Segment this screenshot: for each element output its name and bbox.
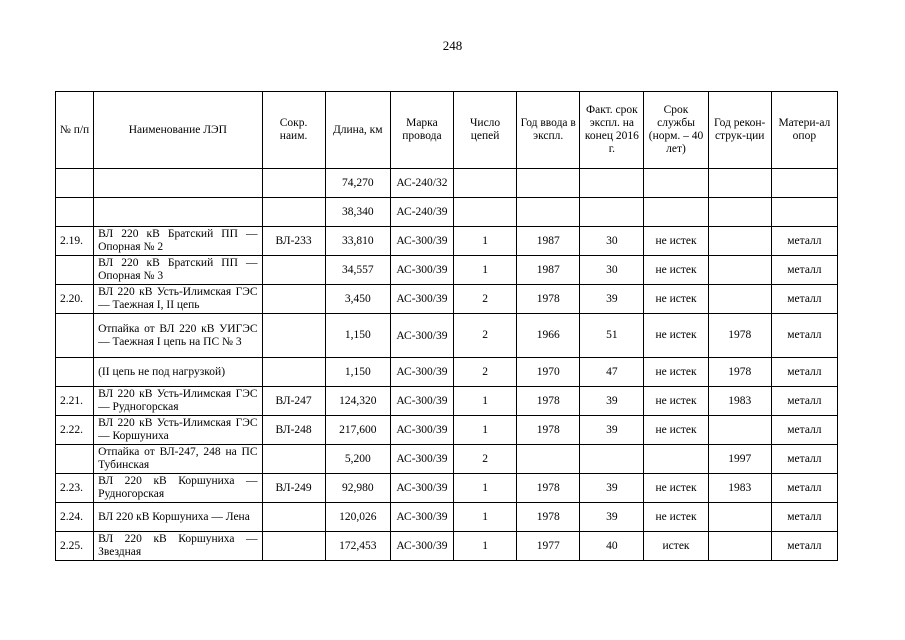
actual-service-years: 39: [580, 387, 644, 416]
row-number: 2.21.: [56, 387, 94, 416]
length-km: 217,600: [325, 416, 390, 445]
table-row: [56, 198, 838, 227]
actual-service-years: 47: [580, 358, 644, 387]
wire-grade: АС-300/39: [390, 256, 453, 285]
row-number: 2.24.: [56, 503, 94, 532]
length-km: 33,810: [325, 227, 390, 256]
line-name: ВЛ 220 кВ Братский ПП — Опорная № 2: [94, 227, 262, 256]
support-material: металл: [771, 285, 837, 314]
line-name: ВЛ 220 кВ Коршуниха — Рудногорская: [94, 474, 262, 503]
actual-service-years: 30: [580, 227, 644, 256]
year-commissioned: 1970: [517, 358, 580, 387]
table-header-row: [56, 92, 838, 169]
support-material: металл: [771, 314, 837, 358]
table-row: [56, 416, 838, 445]
support-material: металл: [771, 387, 837, 416]
table-row: [56, 256, 838, 285]
wire-grade: АС-300/39: [390, 474, 453, 503]
reconstruction-year: [708, 503, 771, 532]
short-name: [262, 503, 325, 532]
actual-service-years: [580, 198, 644, 227]
short-name: [262, 198, 325, 227]
service-life-status: не истек: [644, 474, 708, 503]
short-name: ВЛ-247: [262, 387, 325, 416]
reconstruction-year: 1978: [708, 314, 771, 358]
circuit-count: [453, 169, 516, 198]
line-name: ВЛ 220 кВ Братский ПП — Опорная № 3: [94, 256, 262, 285]
wire-grade: АС-300/39: [390, 227, 453, 256]
line-name: ВЛ 220 кВ Коршуниха — Лена: [94, 503, 262, 532]
short-name: ВЛ-233: [262, 227, 325, 256]
line-name: Отпайка от ВЛ 220 кВ УИГЭС — Таежная I цепь на ПС № 3: [94, 314, 262, 358]
length-km: 74,270: [325, 169, 390, 198]
wire-grade: АС-240/39: [390, 198, 453, 227]
row-number: [56, 198, 94, 227]
reconstruction-year: [708, 532, 771, 561]
row-number: [56, 358, 94, 387]
header-service-life: Срок службы (норм. – 40 лет): [644, 92, 708, 169]
table-row: [56, 358, 838, 387]
table-row: [56, 445, 838, 474]
length-km: 34,557: [325, 256, 390, 285]
actual-service-years: 39: [580, 474, 644, 503]
header-year-commissioned: Год ввода в экспл.: [517, 92, 580, 169]
row-number: [56, 445, 94, 474]
short-name: [262, 314, 325, 358]
support-material: [771, 169, 837, 198]
actual-service-years: 40: [580, 532, 644, 561]
service-life-status: [644, 198, 708, 227]
support-material: металл: [771, 532, 837, 561]
short-name: [262, 256, 325, 285]
wire-grade: АС-300/39: [390, 445, 453, 474]
wire-grade: АС-300/39: [390, 285, 453, 314]
circuit-count: 1: [453, 387, 516, 416]
actual-service-years: 30: [580, 256, 644, 285]
header-support-material: Матери-ал опор: [771, 92, 837, 169]
short-name: ВЛ-248: [262, 416, 325, 445]
service-life-status: не истек: [644, 285, 708, 314]
actual-service-years: [580, 169, 644, 198]
line-name: [94, 198, 262, 227]
length-km: 3,450: [325, 285, 390, 314]
year-commissioned: 1987: [517, 227, 580, 256]
header-actual-service: Факт. срок экспл. на конец 2016 г.: [580, 92, 644, 169]
header-wire-grade: Марка провода: [390, 92, 453, 169]
length-km: 1,150: [325, 358, 390, 387]
year-commissioned: 1978: [517, 416, 580, 445]
length-km: 38,340: [325, 198, 390, 227]
actual-service-years: 39: [580, 416, 644, 445]
year-commissioned: 1977: [517, 532, 580, 561]
short-name: ВЛ-249: [262, 474, 325, 503]
service-life-status: не истек: [644, 503, 708, 532]
year-commissioned: 1978: [517, 285, 580, 314]
length-km: 1,150: [325, 314, 390, 358]
short-name: [262, 532, 325, 561]
line-name: ВЛ 220 кВ Усть-Илимская ГЭС — Таежная I, II цепь: [94, 285, 262, 314]
row-number: 2.20.: [56, 285, 94, 314]
line-name: ВЛ 220 кВ Усть-Илимская ГЭС — Рудногорская: [94, 387, 262, 416]
wire-grade: АС-300/39: [390, 387, 453, 416]
reconstruction-year: [708, 227, 771, 256]
circuit-count: 2: [453, 285, 516, 314]
service-life-status: не истек: [644, 387, 708, 416]
reconstruction-year: [708, 256, 771, 285]
reconstruction-year: 1997: [708, 445, 771, 474]
length-km: 172,453: [325, 532, 390, 561]
service-life-status: [644, 169, 708, 198]
short-name: [262, 445, 325, 474]
reconstruction-year: 1983: [708, 387, 771, 416]
circuit-count: 1: [453, 503, 516, 532]
support-material: металл: [771, 474, 837, 503]
line-name: (II цепь не под нагрузкой): [94, 358, 262, 387]
table-row: [56, 474, 838, 503]
wire-grade: АС-300/39: [390, 314, 453, 358]
table-row: [56, 314, 838, 358]
service-life-status: не истек: [644, 314, 708, 358]
header-name: Наименование ЛЭП: [94, 92, 262, 169]
table-row: [56, 227, 838, 256]
support-material: металл: [771, 227, 837, 256]
year-commissioned: 1987: [517, 256, 580, 285]
line-name: ВЛ 220 кВ Усть-Илимская ГЭС — Коршуниха: [94, 416, 262, 445]
header-num: № п/п: [56, 92, 94, 169]
power-lines-table: [55, 91, 838, 561]
support-material: металл: [771, 445, 837, 474]
length-km: 5,200: [325, 445, 390, 474]
line-name: Отпайка от ВЛ-247, 248 на ПС Тубинская: [94, 445, 262, 474]
row-number: [56, 314, 94, 358]
support-material: металл: [771, 256, 837, 285]
table-row: [56, 532, 838, 561]
length-km: 92,980: [325, 474, 390, 503]
circuit-count: 1: [453, 416, 516, 445]
support-material: металл: [771, 358, 837, 387]
year-commissioned: 1978: [517, 503, 580, 532]
year-commissioned: [517, 445, 580, 474]
circuit-count: 1: [453, 256, 516, 285]
actual-service-years: 39: [580, 285, 644, 314]
line-name: ВЛ 220 кВ Коршуниха — Звездная: [94, 532, 262, 561]
table-row: [56, 387, 838, 416]
short-name: [262, 358, 325, 387]
reconstruction-year: 1983: [708, 474, 771, 503]
wire-grade: АС-240/32: [390, 169, 453, 198]
header-circuits: Число цепей: [453, 92, 516, 169]
service-life-status: не истек: [644, 358, 708, 387]
year-commissioned: 1966: [517, 314, 580, 358]
year-commissioned: 1978: [517, 387, 580, 416]
wire-grade: АС-300/39: [390, 358, 453, 387]
header-reconstruction-year: Год рекон-струк-ции: [708, 92, 771, 169]
reconstruction-year: [708, 416, 771, 445]
short-name: [262, 285, 325, 314]
circuit-count: 1: [453, 227, 516, 256]
actual-service-years: 51: [580, 314, 644, 358]
wire-grade: АС-300/39: [390, 532, 453, 561]
table-row: [56, 169, 838, 198]
year-commissioned: 1978: [517, 474, 580, 503]
reconstruction-year: 1978: [708, 358, 771, 387]
circuit-count: [453, 198, 516, 227]
service-life-status: не истек: [644, 256, 708, 285]
service-life-status: не истек: [644, 416, 708, 445]
service-life-status: истек: [644, 532, 708, 561]
actual-service-years: [580, 445, 644, 474]
row-number: 2.22.: [56, 416, 94, 445]
row-number: 2.25.: [56, 532, 94, 561]
service-life-status: [644, 445, 708, 474]
row-number: [56, 169, 94, 198]
year-commissioned: [517, 169, 580, 198]
circuit-count: 1: [453, 474, 516, 503]
header-length: Длина, км: [325, 92, 390, 169]
year-commissioned: [517, 198, 580, 227]
circuit-count: 1: [453, 532, 516, 561]
row-number: 2.23.: [56, 474, 94, 503]
short-name: [262, 169, 325, 198]
page-number: 248: [442, 38, 463, 53]
actual-service-years: 39: [580, 503, 644, 532]
support-material: [771, 198, 837, 227]
wire-grade: АС-300/39: [390, 416, 453, 445]
service-life-status: не истек: [644, 227, 708, 256]
reconstruction-year: [708, 169, 771, 198]
reconstruction-year: [708, 198, 771, 227]
table-row: [56, 285, 838, 314]
circuit-count: 2: [453, 314, 516, 358]
table-row: [56, 503, 838, 532]
row-number: 2.19.: [56, 227, 94, 256]
line-name: [94, 169, 262, 198]
length-km: 120,026: [325, 503, 390, 532]
support-material: металл: [771, 416, 837, 445]
reconstruction-year: [708, 285, 771, 314]
wire-grade: АС-300/39: [390, 503, 453, 532]
circuit-count: 2: [453, 445, 516, 474]
length-km: 124,320: [325, 387, 390, 416]
row-number: [56, 256, 94, 285]
header-short-name: Сокр. наим.: [262, 92, 325, 169]
circuit-count: 2: [453, 358, 516, 387]
support-material: металл: [771, 503, 837, 532]
